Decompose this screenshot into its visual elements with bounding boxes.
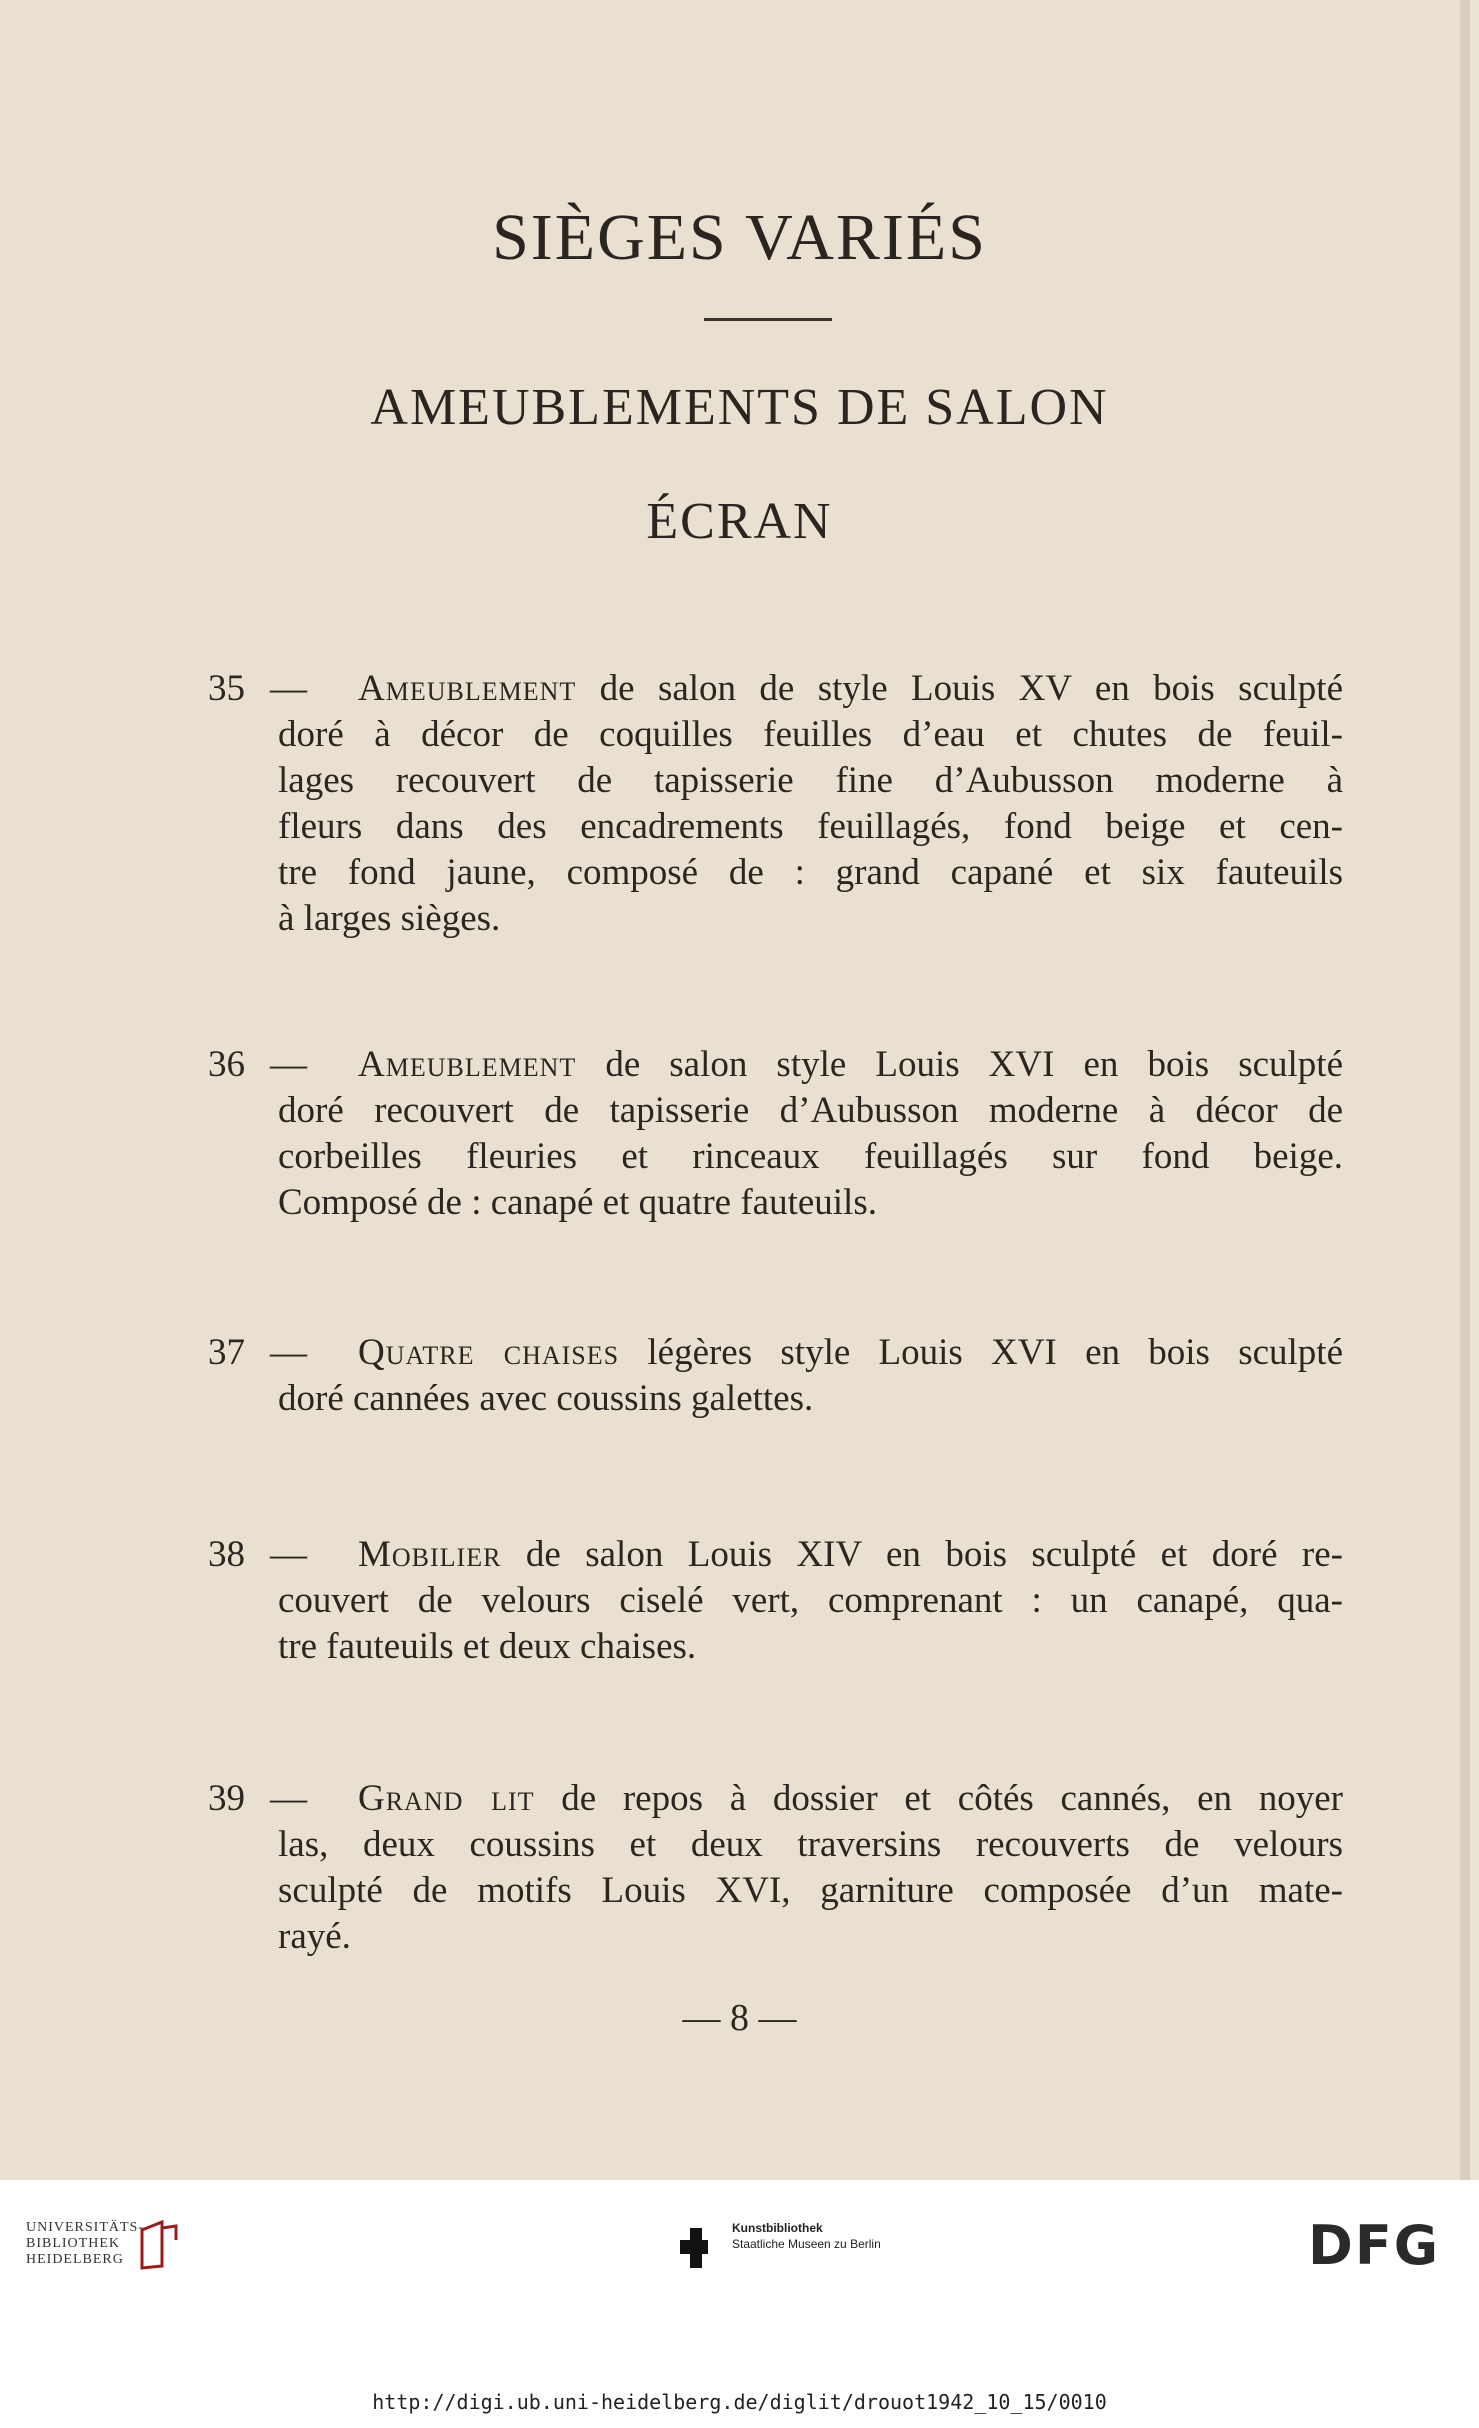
entry-line: Composé de : canapé et quatre fauteuils. bbox=[278, 1182, 877, 1223]
page-number: — 8 — bbox=[682, 1997, 797, 2039]
catalog-entry-37 bbox=[208, 1330, 1343, 1422]
digitization-footer bbox=[0, 2180, 1479, 2428]
entry-line: Ameublement de salon de style Louis XV en bois sculpté bbox=[358, 668, 1343, 709]
entry-keyword: Quatre chaises bbox=[358, 1332, 620, 1373]
entry-dash: — bbox=[270, 1778, 307, 1819]
entry-keyword: Grand lit bbox=[358, 1778, 535, 1819]
entry-line: tre fond jaune, composé de : grand capané et six fauteuils bbox=[278, 852, 1343, 893]
catalog-entry-38 bbox=[208, 1532, 1343, 1670]
entry-line: corbeilles fleuries et rinceaux feuillagés sur fond beige. bbox=[278, 1136, 1343, 1177]
entry-number: 39 bbox=[208, 1778, 245, 1819]
catalog-entry-36 bbox=[208, 1042, 1343, 1226]
entry-dash: — bbox=[270, 1534, 307, 1575]
entry-line: tre fauteuils et deux chaises. bbox=[278, 1626, 697, 1667]
entry-keyword: Ameublement bbox=[358, 668, 577, 709]
entry-line: lages recouvert de tapisserie fine d’Aubusson moderne à bbox=[278, 760, 1343, 801]
entry-dash: — bbox=[270, 1332, 307, 1373]
entry-line: doré cannées avec coussins galettes. bbox=[278, 1378, 814, 1419]
entry-number: 38 bbox=[208, 1534, 245, 1575]
dfg-logo: DFG bbox=[1308, 2214, 1441, 2277]
entry-line: couvert de velours ciselé vert, comprenant : un canapé, qua- bbox=[278, 1580, 1343, 1621]
title-rule bbox=[704, 318, 832, 321]
kunstbibliothek-mark-icon bbox=[678, 2222, 710, 2270]
entry-number: 37 bbox=[208, 1332, 245, 1373]
entry-line: doré recouvert de tapisserie d’Aubusson moderne à décor de bbox=[278, 1090, 1343, 1131]
entry-line: rayé. bbox=[278, 1916, 351, 1957]
entry-number: 36 bbox=[208, 1044, 245, 1085]
entry-dash: — bbox=[270, 668, 307, 709]
entry-keyword: Ameublement bbox=[358, 1044, 577, 1085]
ub-heidelberg-mark-icon bbox=[138, 2220, 180, 2270]
entry-keyword: Mobilier bbox=[358, 1534, 502, 1575]
entry-line: sculpté de motifs Louis XVI, garniture composée d’un mate- bbox=[278, 1870, 1343, 1911]
entry-line: Mobilier de salon Louis XIV en bois sculpté et doré re- bbox=[358, 1534, 1343, 1575]
page-title: SIÈGES VARIÉS bbox=[492, 201, 987, 274]
entry-number: 35 bbox=[208, 668, 245, 709]
source-url[interactable]: http://digi.ub.uni-heidelberg.de/diglit/drouot1942_10_15/0010 bbox=[372, 2390, 1107, 2414]
catalog-entry-35 bbox=[208, 666, 1343, 942]
catalog-entry-39 bbox=[208, 1776, 1343, 1960]
entry-line: las, deux coussins et deux traversins recouverts de velours bbox=[278, 1824, 1343, 1865]
ub-heidelberg-logo: UNIVERSITÄTS- BIBLIOTHEK HEIDELBERG bbox=[26, 2220, 144, 2267]
entry-line: fleurs dans des encadrements feuillagés, fond beige et cen- bbox=[278, 806, 1343, 847]
entry-line: Quatre chaises légères style Louis XVI en bois sculpté bbox=[358, 1332, 1343, 1373]
section-title: AMEUBLEMENTS DE SALON bbox=[370, 379, 1109, 436]
section-subtitle: ÉCRAN bbox=[646, 493, 833, 550]
entry-line: doré à décor de coquilles feuilles d’eau et chutes de feuil- bbox=[278, 714, 1343, 755]
entry-dash: — bbox=[270, 1044, 307, 1085]
entry-line: Ameublement de salon style Louis XVI en bois sculpté bbox=[358, 1044, 1343, 1085]
entry-line: à larges sièges. bbox=[278, 898, 501, 939]
entry-line: Grand lit de repos à dossier et côtés cannés, en noyer bbox=[358, 1778, 1343, 1819]
kunstbibliothek-label: Kunstbibliothek Staatliche Museen zu Berlin bbox=[732, 2221, 881, 2251]
